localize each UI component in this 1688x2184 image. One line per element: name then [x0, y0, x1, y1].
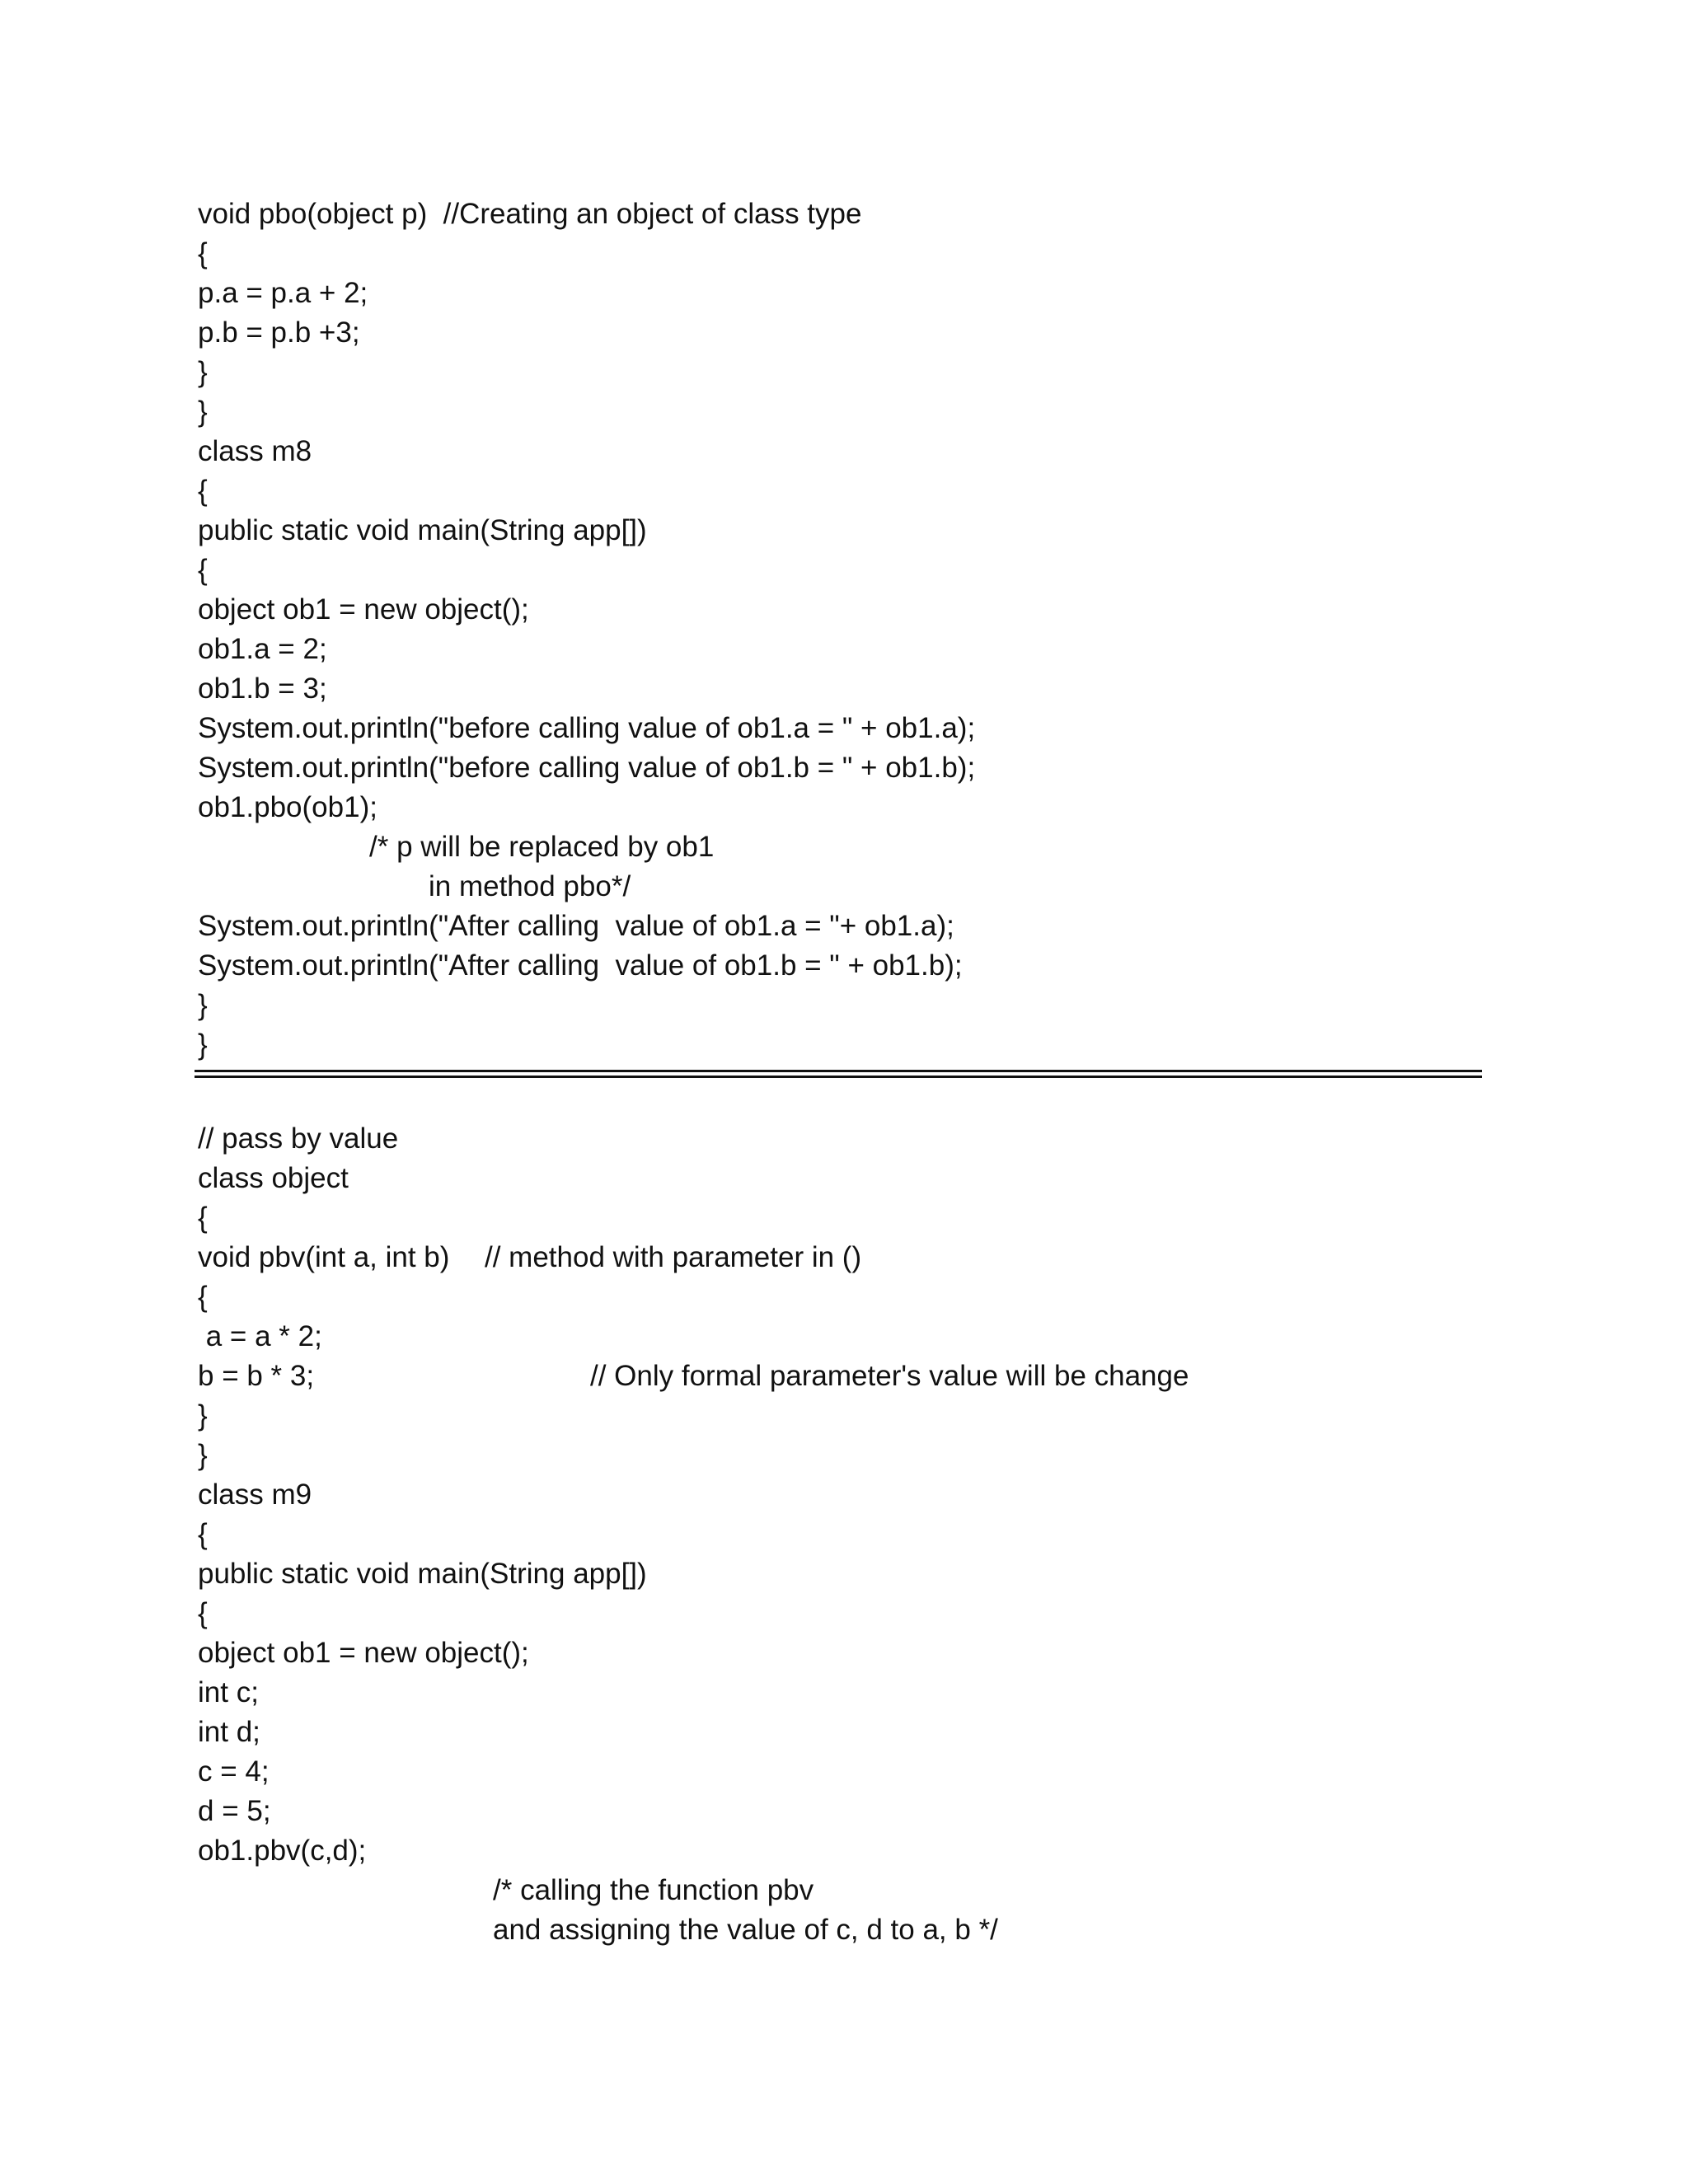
code-line: b = b * 3; — [198, 1360, 315, 1392]
code-comment: /* calling the function pbv — [493, 1874, 814, 1906]
code-line: p.a = p.a + 2; — [198, 277, 368, 309]
code-line: { — [198, 554, 208, 586]
code-line: } — [198, 1439, 208, 1471]
code-line: object ob1 = new object(); — [198, 593, 529, 626]
code-line: void pbo(object p) //Creating an object of class type — [198, 198, 862, 230]
section-divider — [195, 1070, 1482, 1072]
code-line: class object — [198, 1162, 349, 1194]
code-line: ob1.a = 2; — [198, 633, 327, 665]
code-line: int d; — [198, 1716, 260, 1748]
code-line: System.out.println("before calling value of ob1.a = " + ob1.a); — [198, 712, 976, 744]
code-line: } — [198, 989, 208, 1021]
code-line: { — [198, 237, 208, 269]
code-line: public static void main(String app[]) — [198, 514, 647, 546]
code-line: { — [198, 1597, 208, 1629]
code-line: { — [198, 475, 208, 507]
code-line: int c; — [198, 1676, 259, 1708]
code-line: a = a * 2; — [198, 1320, 322, 1352]
code-comment: // pass by value — [198, 1122, 399, 1155]
code-line: ob1.pbv(c,d); — [198, 1835, 367, 1867]
code-line: System.out.println("After calling value of ob1.a = "+ ob1.a); — [198, 910, 954, 942]
code-line: public static void main(String app[]) — [198, 1558, 647, 1590]
code-comment: in method pbo*/ — [429, 870, 631, 902]
code-line: } — [198, 356, 208, 388]
code-line: class m9 — [198, 1479, 312, 1511]
code-comment: // method with parameter in () — [485, 1241, 862, 1273]
code-line: } — [198, 1399, 208, 1432]
code-line: System.out.println("before calling value of ob1.b = " + ob1.b); — [198, 752, 976, 784]
code-line: p.b = p.b +3; — [198, 316, 360, 349]
section-divider — [195, 1076, 1482, 1078]
code-line: c = 4; — [198, 1755, 270, 1788]
code-comment: and assigning the value of c, d to a, b */ — [493, 1914, 998, 1946]
code-line: } — [198, 1029, 208, 1061]
code-line: class m8 — [198, 435, 312, 467]
code-comment: // Only formal parameter's value will be change — [590, 1360, 1189, 1392]
code-line: System.out.println("After calling value of ob1.b = " + ob1.b); — [198, 949, 963, 982]
code-line: { — [198, 1202, 208, 1234]
code-line: { — [198, 1518, 208, 1550]
code-line: { — [198, 1281, 208, 1313]
code-line: } — [198, 396, 208, 428]
code-line: d = 5; — [198, 1795, 271, 1827]
code-line: object ob1 = new object(); — [198, 1637, 529, 1669]
code-line: void pbv(int a, int b) — [198, 1241, 450, 1273]
code-comment: /* p will be replaced by ob1 — [369, 831, 715, 863]
code-line: ob1.pbo(ob1); — [198, 791, 377, 823]
code-line: ob1.b = 3; — [198, 673, 327, 705]
